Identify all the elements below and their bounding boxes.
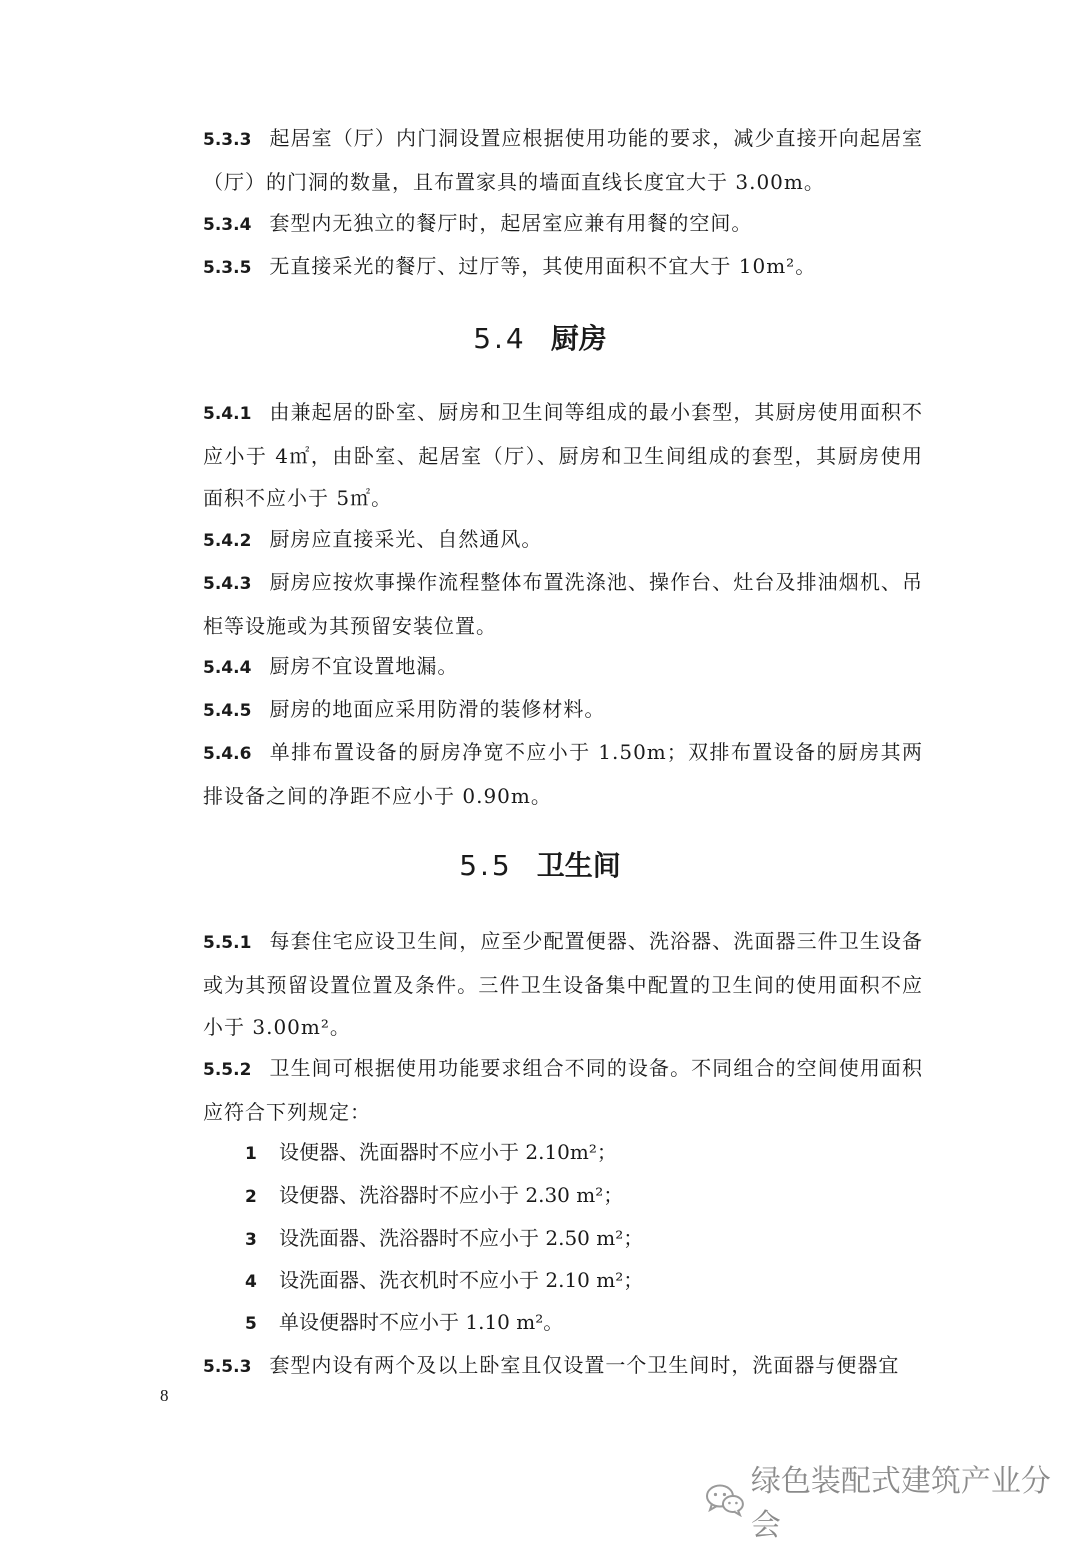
- clause-5-3-4: [203, 202, 923, 246]
- clause-number: 5.3.5: [203, 258, 252, 278]
- clause-number: 5.3.3: [203, 130, 252, 150]
- section-heading-5-5: [0, 846, 1080, 886]
- page-number: 8: [160, 1386, 169, 1405]
- list-item-number: 4: [245, 1272, 257, 1292]
- list-item: [245, 1131, 925, 1175]
- clause-number: 5.4.4: [203, 658, 252, 678]
- clause-5-4-5: [203, 688, 923, 732]
- section-number: 5.5: [459, 849, 513, 882]
- clause-text: 厨房的地面应采用防滑的装修材料。: [269, 697, 606, 721]
- clause-number: 5.4.2: [203, 531, 252, 551]
- list-item: [245, 1301, 925, 1345]
- clause-5-5-2: [203, 1047, 923, 1133]
- clause-text: 起居室（厅）内门洞设置应根据使用功能的要求，减少直接开向起居室（厅）的门洞的数量，且布置家具的墙面直线长度宜大于 3.00m。: [203, 126, 923, 194]
- clause-number: 5.4.5: [203, 701, 252, 721]
- clause-number: 5.3.4: [203, 215, 252, 235]
- clause-text: 无直接采光的餐厅、过厅等，其使用面积不宜大于 10m²。: [269, 254, 817, 278]
- clause-number: 5.5.1: [203, 933, 252, 953]
- clause-text: 单排布置设备的厨房净宽不应小于 1.50m；双排布置设备的厨房其两排设备之间的净距不应小于 0.90m。: [203, 740, 923, 808]
- clause-5-5-3: [203, 1344, 923, 1388]
- clause-text: 厨房应直接采光、自然通风。: [269, 527, 543, 551]
- clause-5-4-4: [203, 645, 923, 689]
- list-item: [245, 1174, 925, 1218]
- list-item-text: 设洗面器、洗浴器时不应小于 2.50 m²；: [279, 1226, 644, 1250]
- clause-text: 厨房应按炊事操作流程整体布置洗涤池、操作台、灶台及排油烟机、吊柜等设施或为其预留安装位置。: [203, 570, 923, 638]
- list-item-number: 1: [245, 1144, 257, 1164]
- list-item-number: 2: [245, 1187, 257, 1207]
- clause-number: 5.5.2: [203, 1060, 252, 1080]
- watermark-text: 绿色装配式建筑产业分会: [750, 1464, 1051, 1543]
- clause-text: 厨房不宜设置地漏。: [269, 654, 459, 678]
- wechat-icon: [705, 1483, 745, 1517]
- clause-text: 卫生间可根据使用功能要求组合不同的设备。不同组合的空间使用面积应符合下列规定：: [203, 1056, 923, 1124]
- clause-number: 5.4.6: [203, 744, 252, 764]
- list-item-number: 3: [245, 1230, 257, 1250]
- clause-number: 5.4.3: [203, 574, 252, 594]
- clause-5-5-1: [203, 920, 923, 1048]
- clause-5-4-6: [203, 731, 923, 817]
- clause-text: 套型内无独立的餐厅时，起居室应兼有用餐的空间。: [269, 211, 753, 235]
- clause-5-4-2: [203, 518, 923, 562]
- list-item-text: 单设便器时不应小于 1.10 m²。: [279, 1310, 564, 1334]
- list-item-text: 设洗面器、洗衣机时不应小于 2.10 m²；: [279, 1268, 644, 1292]
- clause-text: 由兼起居的卧室、厨房和卫生间等组成的最小套型，其厨房使用面积不应小于 4㎡，由卧室、起居室（厅）、厨房和卫生间组成的套型，其厨房使用面积不应小于 5㎡。: [203, 400, 923, 510]
- clause-5-4-1: [203, 391, 923, 519]
- section-title: 卫生间: [536, 849, 621, 882]
- clause-5-3-3: [203, 117, 923, 203]
- watermark: [705, 1456, 1080, 1544]
- clause-number: 5.5.3: [203, 1357, 252, 1377]
- clause-text: 套型内设有两个及以上卧室且仅设置一个卫生间时，洗面器与便器宜: [269, 1353, 900, 1377]
- clause-5-3-5: [203, 245, 923, 289]
- list-item-number: 5: [245, 1314, 257, 1334]
- section-number: 5.4: [473, 322, 527, 355]
- list-item-text: 设便器、洗浴器时不应小于 2.30 m²；: [279, 1183, 624, 1207]
- clause-text: 每套住宅应设卫生间，应至少配置便器、洗浴器、洗面器三件卫生设备或为其预留设置位置及条件。三件卫生设备集中配置的卫生间的使用面积不应小于 3.00m²。: [203, 929, 923, 1039]
- clause-5-4-3: [203, 561, 923, 647]
- section-heading-5-4: [0, 319, 1080, 359]
- list-item: [245, 1217, 925, 1261]
- section-title: 厨房: [550, 322, 607, 355]
- list-item: [245, 1259, 925, 1303]
- clause-number: 5.4.1: [203, 404, 252, 424]
- list-item-text: 设便器、洗面器时不应小于 2.10m²；: [279, 1140, 617, 1164]
